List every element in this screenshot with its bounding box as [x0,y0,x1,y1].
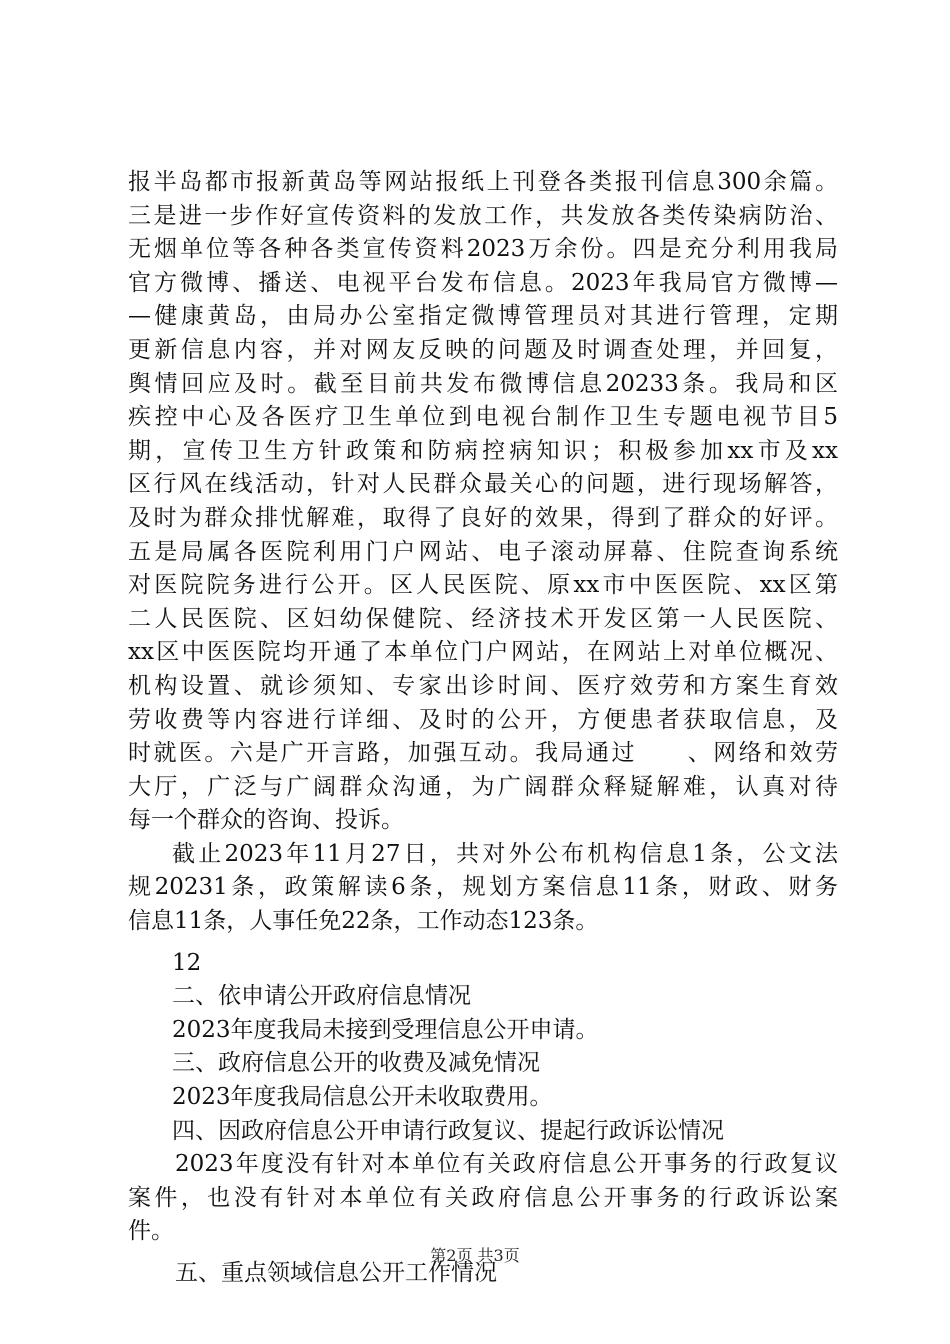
text-line: 五是局属各医院利用门户网站、电子滚动屏幕、住院查询系统 [128,538,838,565]
text-line: 报半岛都市报新黄岛等网站报纸上刊登各类报刊信息300余篇。 [128,169,838,195]
text-line: 规20231条，政策解读6条，规划方案信息11条，财政、财务 [128,874,838,901]
text-line: 三是进一步作好宣传资料的发放工作，共发放各类传染病防治、 [128,202,838,229]
text-line: xx区中医医院均开通了本单位门户网站，在网站上对单位概况、 [128,639,838,666]
text-line: 案件，也没有针对本单位有关政府信息公开事务的行政诉讼案 [128,1184,838,1211]
text-line: —健康黄岛，由局办公室指定微博管理员对其进行管理，定期 [128,303,838,330]
text-line: 信息11条，人事任免22条，工作动态123条。 [128,908,599,935]
text-line: 对医院院务进行公开。区人民医院、原xx市中医医院、xx区第 [128,572,838,599]
text-line: 大厅，广泛与广阔群众沟通，为广阔群众释疑解难，认真对待 [128,773,838,800]
text-line: 截止2023年11月27日，共对外公布机构信息1条，公文法 [172,840,838,867]
text-line: 期，宣传卫生方针政策和防病控病知识；积极参加xx市及xx [128,437,838,464]
text-line: 及时为群众排忧解难，取得了良好的效果，得到了群众的好评。 [128,504,838,531]
text-line: 2023年度没有针对本单位有关政府信息公开事务的行政复议 [175,1151,838,1178]
text-line: 12 [172,949,202,976]
text-line: 官方微博、播送、电视平台发布信息。2023年我局官方微博— [128,269,838,296]
section-heading: 二、依申请公开政府信息情况 [172,983,471,1010]
document-body [128,166,838,1291]
text-line: 件。 [128,1218,174,1245]
text-line: 无烟单位等各种各类宣传资料2023万余份。四是充分利用我局 [128,236,838,263]
section-heading: 三、政府信息公开的收费及减免情况 [172,1050,540,1077]
text-line: 区行风在线活动，针对人民群众最关心的问题，进行现场解答， [128,471,838,498]
text-line: 舆情回应及时。截至目前共发布微博信息20233条。我局和区 [128,370,838,397]
text-line: 疾控中心及各医疗卫生单位到电视台制作卫生专题电视节目5 [128,404,838,431]
text-line: 2023年度我局信息公开未收取费用。 [172,1084,553,1111]
section-heading: 四、因政府信息公开申请行政复议、提起行政诉讼情况 [172,1117,724,1144]
text-line: 二人民医院、区妇幼保健院、经济技术开发区第一人民医院、 [128,605,838,632]
text-line: 劳收费等内容进行详细、及时的公开，方便患者获取信息，及 [128,706,838,733]
text-line: 每一个群众的咨询、投诉。 [128,807,404,834]
text-line: 机构设置、就诊须知、专家出诊时间、医疗效劳和方案生育效 [128,672,838,699]
text-line: 更新信息内容，并对网友反映的问题及时调查处理，并回复， [128,336,838,363]
text-line: 时就医。六是广开言路，加强互动。我局通过 、网络和效劳 [128,740,838,767]
page-number: 第2页 共3页 [430,1246,520,1265]
text-line: 2023年度我局未接到受理信息公开申请。 [172,1016,599,1043]
section-heading: 五、重点领域信息公开工作情况 [175,1260,497,1286]
